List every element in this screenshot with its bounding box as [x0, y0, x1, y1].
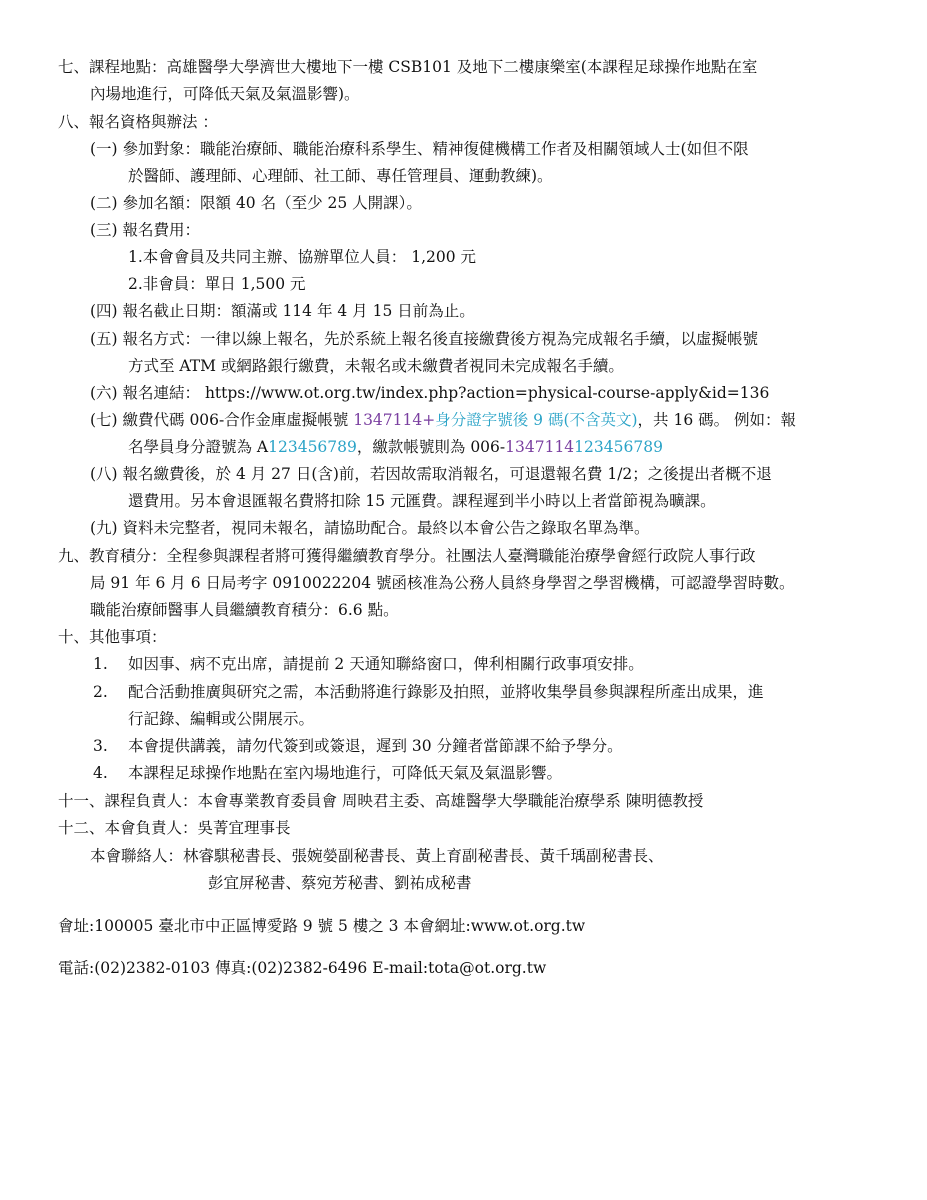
example-account-text: ，繳款帳號則為 006- — [356, 438, 506, 456]
id-digits-highlight: 身分證字號後 9 碼(不含英文) — [435, 411, 638, 429]
item-8-3: (三) 報名費用： — [90, 221, 201, 239]
list-number-1: 1. — [93, 655, 108, 673]
fee-non-member: 2.非會員：單日 1,500 元 — [128, 275, 306, 293]
payment-code-text: (七) 繳費代碼 006-合作金庫虛擬帳號 — [90, 411, 354, 429]
list-item-4: 本課程足球操作地點在室內場地進行，可降低天氣及氣溫影響。 — [128, 764, 563, 782]
section-11: 十一、課程負責人：本會專業教育委員會 周映君主委、高雄醫學大學職能治療學系 陳明德教授 — [58, 792, 704, 810]
item-8-1-line-2: 於醫師、護理師、心理師、社工師、專任管理員、運動教練)。 — [128, 167, 553, 185]
list-number-3: 3. — [93, 737, 108, 755]
section-9-line-2: 局 91 年 6 月 6 日局考字 0910022204 號函核准為公務人員終身學習之學習機構，可認證學習時數。 — [90, 574, 795, 592]
item-8-7-line-1 — [90, 409, 796, 431]
footer-contact: 電話:(02)2382-0103 傳真:(02)2382-6496 E-mail:tota@ot.org.tw — [58, 959, 547, 977]
item-8-1-line-1: (一) 參加對象：職能治療師、職能治療科系學生、精神復健機構工作者及相關領域人士(如但不限 — [90, 140, 749, 158]
example-id-digits: 123456789 — [268, 438, 357, 456]
item-8-7-line-2 — [128, 436, 663, 458]
item-8-2: (二) 參加名額：限額 40 名（至少 25 人開課）。 — [90, 194, 422, 212]
total-digits-text: ，共 16 碼。 例如：報 — [637, 411, 797, 429]
list-item-2-line-2: 行記錄、編輯或公開展示。 — [128, 710, 315, 728]
example-id-text: 名學員身分證號為 A — [128, 438, 269, 456]
account-prefix-highlight: 1347114+ — [353, 411, 436, 429]
section-8-heading: 八、報名資格與辦法 ： — [58, 113, 218, 131]
section-10-heading: 十、其他事項： — [58, 628, 167, 646]
contacts-line-1: 本會聯絡人：林睿騏秘書長、張婉嫈副秘書長、黃上育副秘書長、黃千瑀副秘書長、 — [90, 847, 664, 865]
example-account-digits: 123456789 — [574, 438, 663, 456]
item-8-6-registration-link[interactable]: (六) 報名連結： https://www.ot.org.tw/index.php?action=physical-course-apply&id=136 — [90, 384, 770, 402]
list-number-4: 4. — [93, 764, 108, 782]
section-9-line-1: 九、教育積分：全程參與課程者將可獲得繼續教育學分。社團法人臺灣職能治療學會經行政院人事行政 — [58, 547, 756, 565]
item-8-5-line-1: (五) 報名方式：一律以線上報名，先於系統上報名後直接繳費後方視為完成報名手續，以虛擬帳號 — [90, 330, 759, 348]
item-8-8-line-2: 還費用。另本會退匯報名費將扣除 15 元匯費。課程遲到半小時以上者當節視為曠課。 — [128, 492, 716, 510]
list-item-2-line-1: 配合活動推廣與研究之需，本活動將進行錄影及拍照，並將收集學員參與課程所產出成果，進 — [128, 683, 764, 701]
section-7-line-1: 七、課程地點：高雄醫學大學濟世大樓地下一樓 CSB101 及地下二樓康樂室(本課程足球操作地點在室 — [58, 58, 758, 76]
list-item-3: 本會提供講義，請勿代簽到或簽退，遲到 30 分鐘者當節課不給予學分。 — [128, 737, 623, 755]
footer-address: 會址:100005 臺北市中正區博愛路 9 號 5 樓之 3 本會網址:www.ot.org.tw — [58, 917, 586, 935]
section-7-line-2: 內場地進行，可降低天氣及氣溫影響)。 — [90, 85, 360, 103]
list-number-2: 2. — [93, 683, 108, 701]
fee-member: 1.本會會員及共同主辦、協辦單位人員： 1,200 元 — [128, 248, 477, 266]
item-8-9: (九) 資料未完整者，視同未報名，請協助配合。最終以本會公告之錄取名單為準。 — [90, 519, 650, 537]
contacts-line-2: 彭宜屏秘書、蔡宛芳秘書、劉祐成秘書 — [208, 874, 472, 892]
item-8-4: (四) 報名截止日期：額滿或 114 年 4 月 15 日前為止。 — [90, 302, 475, 320]
item-8-8-line-1: (八) 報名繳費後，於 4 月 27 日(含)前，若因故需取消報名，可退還報名費 1/2；之後提出者概不退 — [90, 465, 772, 483]
example-account-prefix: 1347114 — [505, 438, 575, 456]
section-12-line-1: 十二、本會負責人：吳菁宜理事長 — [58, 819, 291, 837]
item-8-5-line-2: 方式至 ATM 或網路銀行繳費，未報名或未繳費者視同未完成報名手續。 — [128, 357, 624, 375]
list-item-1: 如因事、病不克出席，請提前 2 天通知聯絡窗口，俾利相關行政事項安排。 — [128, 655, 644, 673]
section-9-line-3: 職能治療師醫事人員繼續教育積分：6.6 點。 — [90, 601, 399, 619]
